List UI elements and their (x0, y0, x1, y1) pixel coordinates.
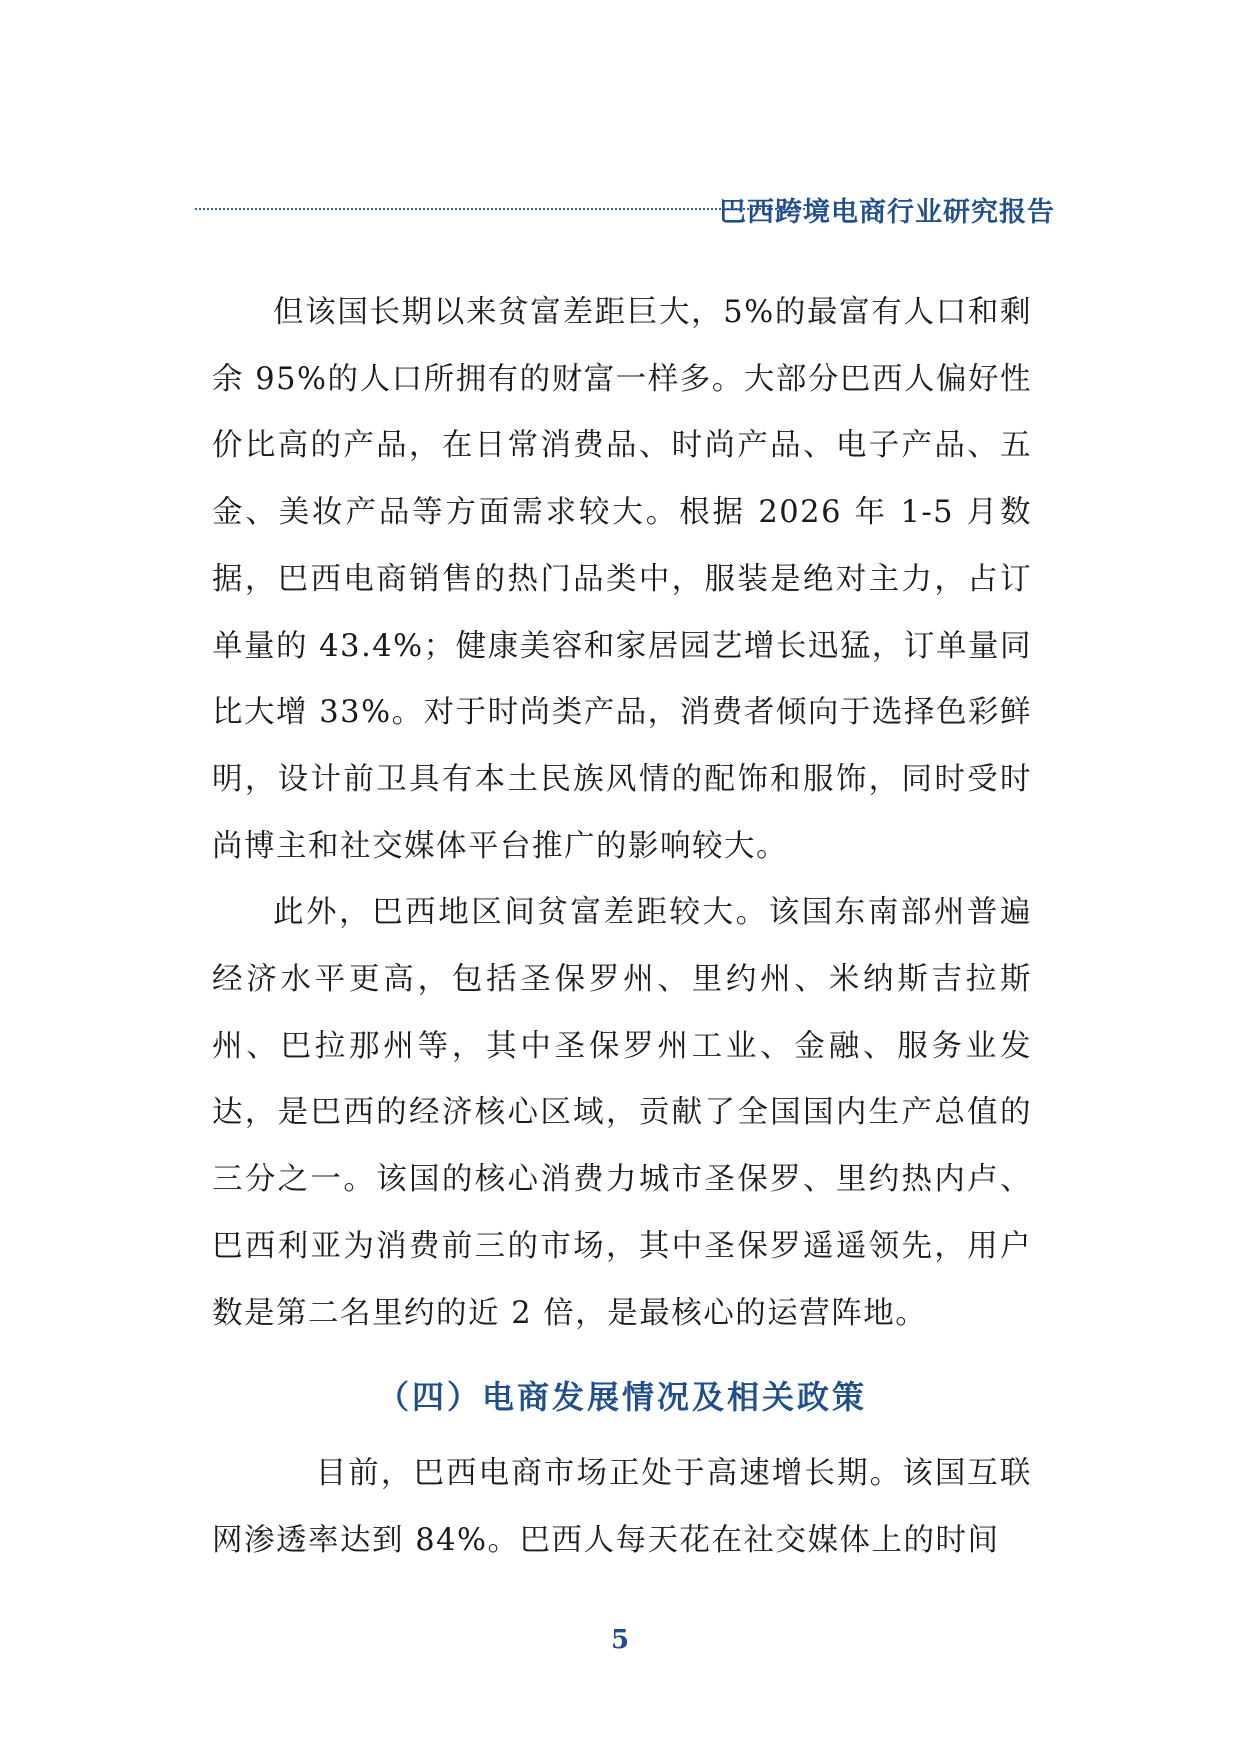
page-number: 5 (610, 1625, 630, 1655)
running-header (195, 197, 1055, 240)
section-heading: （四）电商发展情况及相关政策 (376, 1378, 867, 1417)
main-text (212, 280, 1032, 1575)
paragraph-1: 但该国长期以来贫富差距巨大，5%的最富有人口和剩余 95%的人口所拥有的财富一样多。大部分巴西人偏好性价比高的产品，在日常消费品、时尚产品、电子产品、五金、美妆产品等方面需求较大。根据 2026 年 1-5 月数据，巴西电商销售的热门品类中，服装是绝对主力，占订单量的 43.4%；健康美容和家居园艺增长迅猛，订单量同比大增 33%。对于时尚类产品，消费者倾向于选择色彩鲜明，设计前卫具有本土民族风情的配饰和服饰，同时受时尚博主和社交媒体平台推广的影响较大。 (212, 295, 1032, 864)
header-dotted-rule (195, 208, 805, 210)
header-title: 巴西跨境电商行业研究报告 (719, 197, 1055, 228)
paragraph-2: 此外，巴西地区间贫富差距较大。该国东南部州普遍经济水平更高，包括圣保罗州、里约州、米纳斯吉拉斯州、巴拉那州等，其中圣保罗州工业、金融、服务业发达，是巴西的经济核心区域，贡献了全国国内生产总值的三分之一。该国的核心消费力城市圣保罗、里约热内卢、巴西利亚为消费前三的市场，其中圣保罗遥遥领先，用户数是第二名里约的近 2 倍，是最核心的运营阵地。 (212, 895, 1032, 1331)
paragraph-3: 目前，巴西电商市场正处于高速增长期。该国互联网渗透率达到 84%。巴西人每天花在社交媒体上的时间 (212, 1456, 1032, 1558)
